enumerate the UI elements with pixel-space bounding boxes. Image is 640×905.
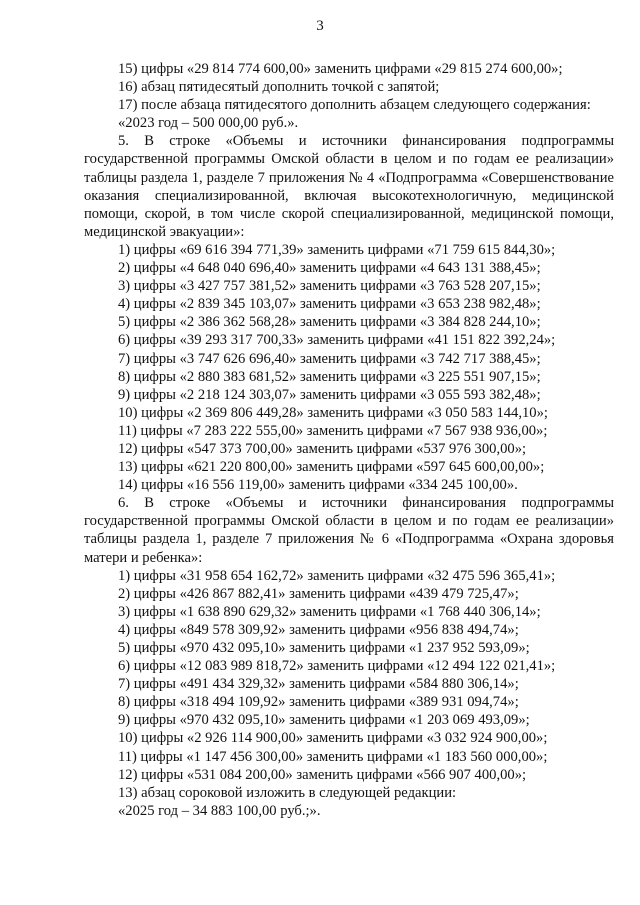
list-item: 1) цифры «31 958 654 162,72» заменить цифрами «32 475 596 365,41»; (118, 567, 556, 584)
list-item: «2025 год – 34 883 100,00 руб.;». (118, 802, 321, 819)
list-item: 6) цифры «39 293 317 700,33» заменить цифрами «41 151 822 392,24»; (118, 332, 556, 349)
list-item: 4) цифры «849 578 309,92» заменить цифрами «956 838 494,74»; (118, 621, 519, 638)
list-item: 7) цифры «3 747 626 696,40» заменить цифрами «3 742 717 388,45»; (118, 350, 541, 367)
list-item: 9) цифры «2 218 124 303,07» заменить цифрами «3 055 593 382,48»; (118, 386, 541, 403)
list-item: 2) цифры «426 867 882,41» заменить цифрами «439 479 725,47»; (118, 585, 519, 602)
list-item: 8) цифры «2 880 383 681,52» заменить цифрами «3 225 551 907,15»; (118, 368, 541, 385)
list-item: 11) цифры «7 283 222 555,00» заменить цифрами «7 567 938 936,00»; (118, 422, 548, 439)
list-item: 12) цифры «531 084 200,00» заменить цифрами «566 907 400,00»; (118, 766, 527, 783)
document-body (84, 60, 614, 820)
list-item: 8) цифры «318 494 109,92» заменить цифрами «389 931 094,74»; (118, 694, 519, 711)
list-item: 17) после абзаца пятидесятого дополнить абзацем следующего содержания: (118, 97, 591, 114)
list-item: 2) цифры «4 648 040 696,40» заменить цифрами «4 643 131 388,45»; (118, 260, 541, 277)
list-item: 10) цифры «2 369 806 449,28» заменить цифрами «3 050 583 144,10»; (118, 404, 548, 421)
list-item: 9) цифры «970 432 095,10» заменить цифрами «1 203 069 493,09»; (118, 712, 530, 729)
list-item: 12) цифры «547 373 700,00» заменить цифрами «537 976 300,00»; (118, 440, 527, 457)
list-item: 16) абзац пятидесятый дополнить точкой с запятой; (118, 79, 440, 96)
list-item: 1) цифры «69 616 394 771,39» заменить цифрами «71 759 615 844,30»; (118, 241, 556, 258)
list-item: 10) цифры «2 926 114 900,00» заменить цифрами «3 032 924 900,00»; (118, 730, 548, 747)
list-item: 5) цифры «970 432 095,10» заменить цифрами «1 237 952 593,09»; (118, 640, 530, 656)
list-item: 13) цифры «621 220 800,00» заменить цифрами «597 645 600,00,00»; (118, 459, 545, 476)
list-item: 15) цифры «29 814 774 600,00» заменить цифрами «29 815 274 600,00»; (118, 61, 563, 77)
list-item: 6) цифры «12 083 989 818,72» заменить цифрами «12 494 122 021,41»; (118, 658, 556, 675)
list-item: 4) цифры «2 839 345 103,07» заменить цифрами «3 653 238 982,48»; (118, 296, 541, 313)
section-5-paragraph: 5. В строке «Объемы и источники финансирования подпрограммы государственной программы Омской области в целом и по годам ее реализации» таблицы раздела 1, разделе 7 приложения № 4 «Подпрограмма «Совершенствование оказания специализированной, включая высокотехнологичную, медицинской помощи, скорой, в том числе скорой специализированной, медицинской помощи, медицинской эвакуации»: (84, 133, 614, 240)
list-item: 14) цифры «16 556 119,00» заменить цифрами «334 245 100,00». (118, 477, 518, 494)
page-number: 3 (316, 18, 324, 34)
section-6-paragraph: 6. В строке «Объемы и источники финансирования подпрограммы государственной программы Омской области в целом и по годам ее реализации» таблицы раздела 1, разделе 7 приложения № 6 «Подпрограмма «Охрана здоровья матери и ребенка»: (84, 495, 614, 566)
list-item: 7) цифры «491 434 329,32» заменить цифрами «584 880 306,14»; (118, 676, 519, 693)
list-item: 11) цифры «1 147 456 300,00» заменить цифрами «1 183 560 000,00»; (118, 748, 548, 765)
list-item: 13) абзац сороковой изложить в следующей редакции: (118, 784, 457, 801)
list-item: 3) цифры «1 638 890 629,32» заменить цифрами «1 768 440 306,14»; (118, 603, 541, 620)
list-item: 5) цифры «2 386 362 568,28» заменить цифрами «3 384 828 244,10»; (118, 314, 541, 331)
list-item: «2023 год – 500 000,00 руб.». (118, 115, 299, 132)
list-item: 3) цифры «3 427 757 381,52» заменить цифрами «3 763 528 207,15»; (118, 278, 541, 295)
